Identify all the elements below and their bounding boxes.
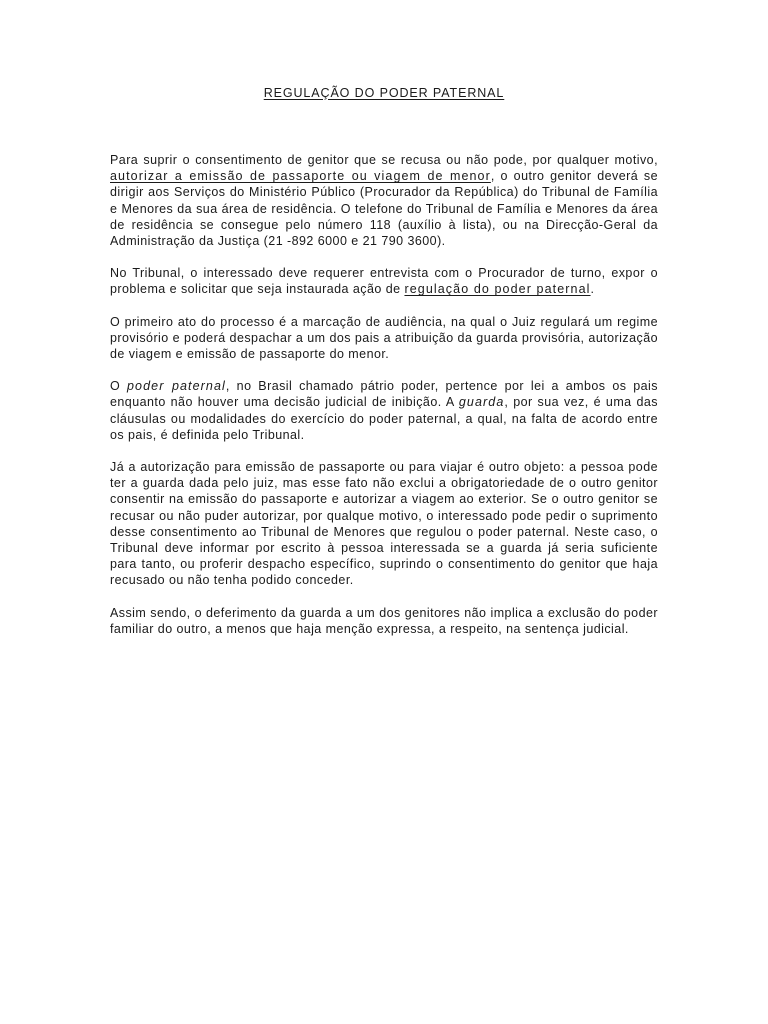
paragraph-6 — [110, 605, 658, 637]
passport-authorization-link[interactable]: autorizar a emissão de passaporte ou viagem de menor — [110, 169, 491, 184]
paragraph-6-text: Assim sendo, o deferimento da guarda a um dos genitores não implica a exclusão do poder familiar do outro, a menos que haja menção expressa, a respeito, na sentença judicial. — [110, 605, 658, 636]
paragraph-2-text-a: No Tribunal, o interessado deve requerer entrevista com o Procurador de turno, expor o problema e solicitar que seja instaurada ação de — [110, 266, 658, 297]
paragraph-1 — [110, 152, 658, 249]
parental-power-regulation-link[interactable]: regulação do poder paternal — [404, 282, 591, 297]
document-body — [110, 152, 658, 653]
paragraph-5 — [110, 459, 658, 589]
paragraph-1-text-b: , o outro genitor deverá se dirigir aos Serviços do Ministério Público (Procurador da República) do Tribunal de Família e Menores da sua área de residência. O telefone do Tribunal de Família e Menores da área de residência se consegue pelo número 118 (auxílio à lista), ou na Direcção-Geral da Administração da Justiça (21 -892 6000 e 21 790 3600). — [110, 169, 658, 249]
paragraph-2-text-b: . — [590, 282, 595, 297]
emphasis-poder-paternal: poder paternal — [127, 379, 226, 394]
paragraph-3 — [110, 314, 658, 363]
paragraph-4 — [110, 378, 658, 443]
paragraph-5-text: Já a autorização para emissão de passaporte ou para viajar é outro objeto: a pessoa pode ter a guarda dada pelo juiz, mas esse fato não exclui a obrigatoriedade de o outro genitor consentir na emissão do passaporte e autorizar a viagem ao exterior. Se o outro genitor se recusar ou não puder autorizar, por qualque motivo, o interessado pode pedir o suprimento desse consentimento ao Tribunal de Menores que regulou o poder paternal. Neste caso, o Tribunal deve informar por escrito à pessoa interessada se a guarda já seria suficiente para tanto, ou proferir despacho específico, suprindo o consentimento do genitor que haja recusado ou não tenha podido conceder. — [110, 460, 658, 588]
paragraph-4-text-a: O — [110, 379, 127, 394]
paragraph-2 — [110, 265, 658, 297]
document-title — [0, 86, 768, 100]
document-title-text: REGULAÇÃO DO PODER PATERNAL — [263, 86, 505, 100]
paragraph-3-text: O primeiro ato do processo é a marcação de audiência, na qual o Juiz regulará um regime provisório e poderá despachar a um dos pais a atribuição da guarda provisória, autorização de viagem e emissão de passaporte do menor. — [110, 314, 658, 362]
paragraph-1-text-a: Para suprir o consentimento de genitor que se recusa ou não pode, por qualquer motivo, — [110, 153, 658, 167]
emphasis-guarda: guarda — [458, 395, 505, 410]
paragraph-4-text-c: , por sua vez, é uma das cláusulas ou modalidades do exercício do poder paternal, a qual, na falta de acordo entre os pais, é definida pelo Tribunal. — [110, 395, 658, 442]
paragraph-4-text-b: , no Brasil chamado pátrio poder, pertence por lei a ambos os pais enquanto não houver uma decisão judicial de inibição. A — [110, 379, 658, 410]
